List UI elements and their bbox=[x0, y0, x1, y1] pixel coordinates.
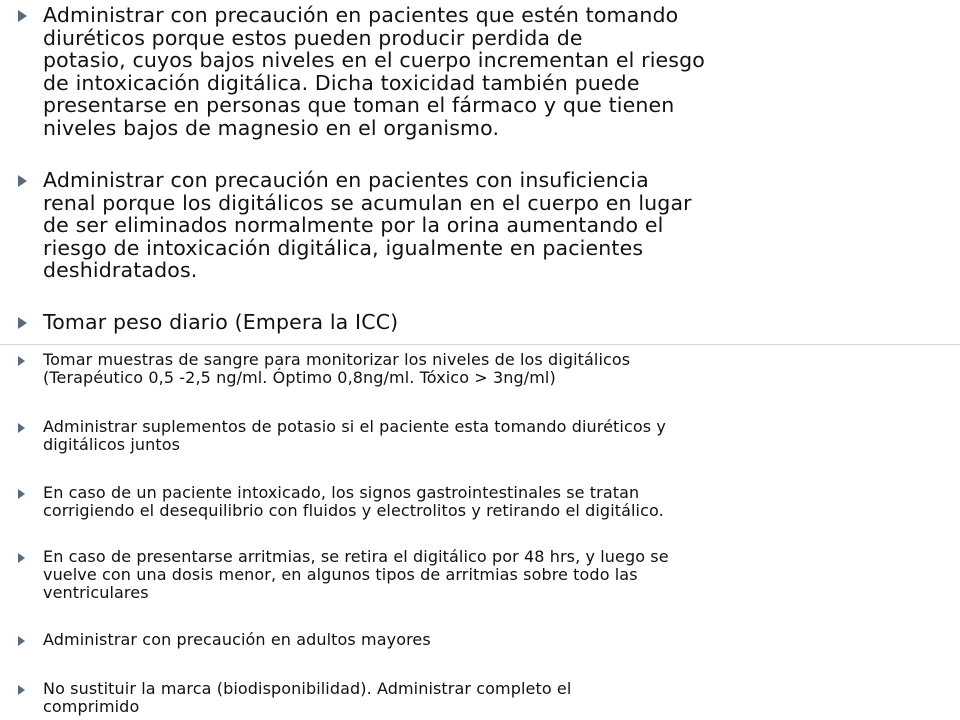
bullet-renal-insufficiency bbox=[18, 169, 946, 282]
bullet-text: Administrar con precaución en pacientes con insuficiencia renal porque los digitálicos se acumulan en el cuerpo en lugar de ser eliminados normalmente por la orina aumentando el riesgo de intoxicación digitálica, igualmente en pacientes deshidratados. bbox=[43, 168, 692, 282]
bullet-diuretics-caution bbox=[18, 4, 946, 139]
bullet-daily-weight bbox=[18, 311, 946, 334]
bullet-potassium-supplements bbox=[18, 418, 946, 454]
bullet-text: No sustituir la marca (biodisponibilidad). Administrar completo el comprimido bbox=[43, 679, 572, 716]
bullet-text: Administrar suplementos de potasio si el paciente esta tomando diuréticos y digitálicos juntos bbox=[43, 417, 666, 454]
bullet-text: En caso de un paciente intoxicado, los signos gastrointestinales se tratan corrigiendo el desequilibrio con fluidos y electrolitos y retirando el digitálico. bbox=[43, 483, 664, 520]
triangle-bullet-icon bbox=[18, 489, 25, 499]
bullet-text: Administrar con precaución en adultos mayores bbox=[43, 630, 431, 649]
bullet-older-adults bbox=[18, 631, 946, 649]
triangle-bullet-icon bbox=[18, 423, 25, 433]
bullet-text: En caso de presentarse arritmias, se retira el digitálico por 48 hrs, y luego se vuelve con una dosis menor, en algunos tipos de arritmias sobre todo las ventriculares bbox=[43, 547, 669, 602]
bullet-arrhythmias bbox=[18, 548, 946, 602]
triangle-bullet-icon bbox=[18, 685, 25, 695]
divider bbox=[0, 344, 960, 345]
bullet-text: Tomar muestras de sangre para monitorizar los niveles de los digitálicos (Terapéutico 0,5 -2,5 ng/ml. Óptimo 0,8ng/ml. Tóxico > 3ng/ml) bbox=[43, 350, 631, 387]
triangle-bullet-icon bbox=[18, 553, 25, 563]
triangle-bullet-icon bbox=[18, 317, 27, 329]
bullet-text: Tomar peso diario (Empera la ICC) bbox=[43, 310, 399, 334]
triangle-bullet-icon bbox=[18, 175, 27, 187]
bullet-text: Administrar con precaución en pacientes que estén tomando diuréticos porque estos pueden producir perdida de potasio, cuyos bajos niveles en el cuerpo incrementan el riesgo de intoxicación digitálica. Dicha toxicidad también puede presentarse en personas que toman el fármaco y que tienen niveles bajos de magnesio en el organismo. bbox=[43, 3, 705, 140]
triangle-bullet-icon bbox=[18, 636, 25, 646]
bullet-brand-substitution bbox=[18, 680, 946, 716]
bullet-intoxicated-patient bbox=[18, 484, 946, 520]
bullet-blood-samples bbox=[18, 351, 946, 387]
triangle-bullet-icon bbox=[18, 356, 25, 366]
triangle-bullet-icon bbox=[18, 10, 27, 22]
